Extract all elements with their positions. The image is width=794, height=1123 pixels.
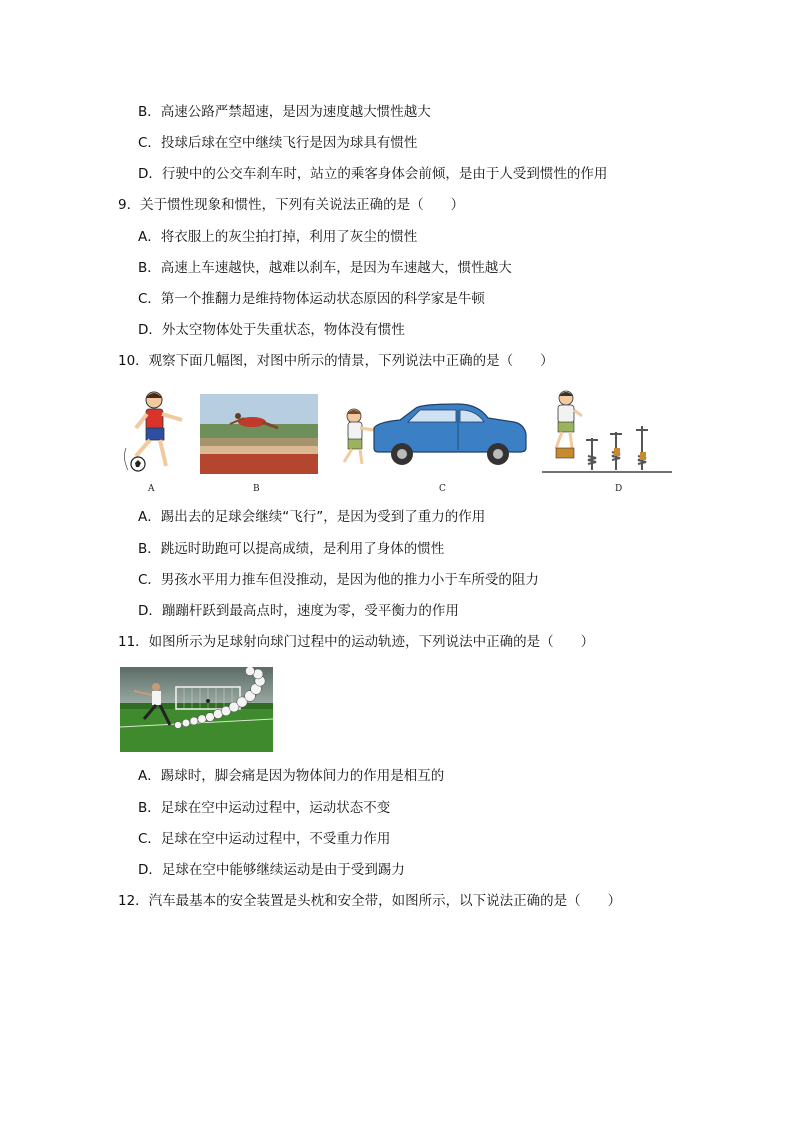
q12-stem: 12．汽车最基本的安全装置是头枕和安全带，如图所示，以下说法正确的是（ ） — [118, 893, 622, 909]
figure-b-caption: B — [253, 484, 260, 494]
q10-option-c: C．男孩水平用力推车但没推动，是因为他的推力小于车所受的阻力 — [138, 572, 539, 588]
q10-stem: 10．观察下面几幅图，对图中所示的情景，下列说法中正确的是（ ） — [118, 353, 554, 369]
q11-stem: 11．如图所示为足球射向球门过程中的运动轨迹，下列说法中正确的是（ ） — [118, 634, 595, 650]
figure-a-kicking-boy — [118, 388, 188, 478]
q11-option-b: B．足球在空中运动过程中，运动状态不变 — [138, 800, 391, 816]
figure-d-caption: D — [615, 484, 623, 494]
q11-option-d: D．足球在空中能够继续运动是由于受到踢力 — [138, 862, 405, 878]
q11-option-c: C．足球在空中运动过程中，不受重力作用 — [138, 831, 391, 847]
q8-option-c: C．投球后球在空中继续飞行是因为球具有惯性 — [138, 135, 418, 151]
q11-option-a: A．踢球时，脚会痛是因为物体间力的作用是相互的 — [138, 768, 445, 784]
figure-a-caption: A — [148, 484, 155, 494]
q10-option-a: A．踢出去的足球会继续“飞行”，是因为受到了重力的作用 — [138, 509, 486, 525]
figure-b-long-jump-photo — [200, 394, 318, 474]
figure-c-boy-pushing-car — [338, 402, 530, 472]
figure-c-caption: C — [439, 484, 446, 494]
figure-soccer-trajectory-photo — [120, 667, 273, 752]
q8-option-b: B．高速公路严禁超速，是因为速度越大惯性越大 — [138, 104, 431, 120]
q9-option-a: A．将衣服上的灰尘拍打掉，利用了灰尘的惯性 — [138, 229, 418, 245]
q10-option-d: D．蹦蹦杆跃到最高点时，速度为零，受平衡力的作用 — [138, 603, 459, 619]
q9-option-c: C．第一个推翻力是维持物体运动状态原因的科学家是牛顿 — [138, 291, 485, 307]
q8-option-d: D．行驶中的公交车刹车时，站立的乘客身体会前倾，是由于人受到惯性的作用 — [138, 166, 608, 182]
q9-stem: 9．关于惯性现象和惯性，下列有关说法正确的是（ ） — [118, 197, 465, 213]
figure-d-pogo-stick — [542, 386, 674, 476]
q9-option-d: D．外太空物体处于失重状态，物体没有惯性 — [138, 322, 405, 338]
q10-option-b: B．跳远时助跑可以提高成绩，是利用了身体的惯性 — [138, 541, 445, 557]
q9-option-b: B．高速上车速越快，越难以刹车，是因为车速越大，惯性越大 — [138, 260, 512, 276]
